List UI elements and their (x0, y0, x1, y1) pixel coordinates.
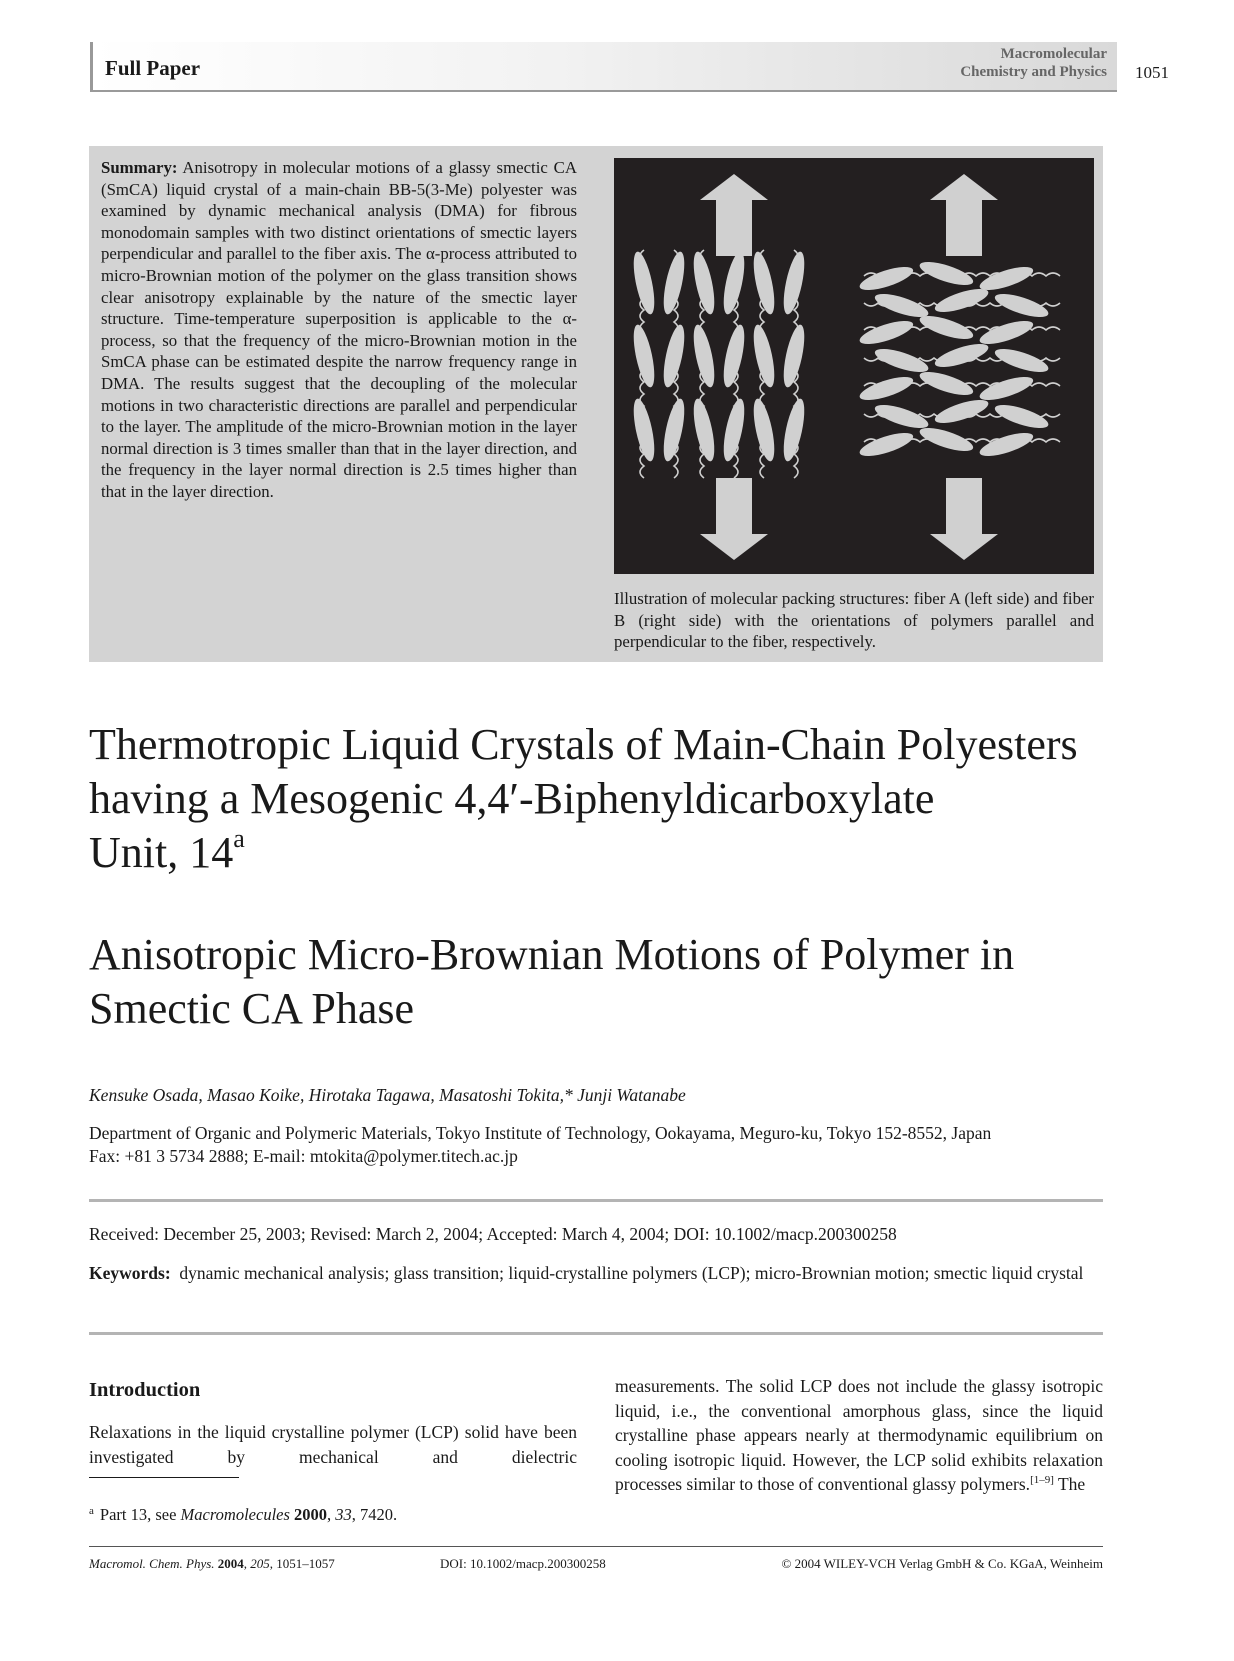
mesogen (977, 262, 1035, 295)
mesogen (857, 262, 915, 295)
mesogen (720, 323, 749, 389)
mesogen (750, 250, 779, 316)
journal-name-line-1: Macromolecular (1000, 46, 1107, 62)
mesogen (720, 397, 749, 463)
mesogen (857, 372, 915, 405)
section-heading-introduction: Introduction (89, 1379, 201, 1401)
keywords (89, 1262, 1105, 1284)
journal-name (960, 45, 1107, 81)
mesogen (690, 397, 719, 463)
footer-doi: DOI: 10.1002/macp.200300258 (440, 1556, 606, 1571)
section-label: Full Paper (105, 56, 201, 80)
affiliation-contact: Fax: +81 3 5734 2888; E-mail: mtokita@polymer.titech.ac.jp (89, 1146, 518, 1166)
introduction-column-2: measurements. The solid LCP does not include the glassy isotropic liquid, i.e., the conventional amorphous glass, since the liquid crystalline phase appears nearly at thermodynamic equilibrium on cooling isotropic liquid. However, the LCP solid exhibits relaxation processes similar to those of conventional glassy polymers.[1–9] The (615, 1376, 1103, 1494)
molecular-packing-figure (614, 158, 1094, 574)
title-line-2: having a Mesogenic 4,4′-Biphenyldicarboxylate (89, 774, 935, 823)
received-dates: Received: December 25, 2003; Revised: March 2, 2004; Accepted: March 4, 2004; DOI: 10.1002/macp.200300258 (89, 1224, 897, 1244)
mesogen (977, 316, 1035, 349)
subtitle-line-1: Anisotropic Micro-Brownian Motions of Polymer in (89, 930, 1015, 979)
graphical-abstract-box (89, 146, 1103, 662)
summary-label: Summary: (101, 158, 178, 177)
mesogen (750, 397, 779, 463)
mesogen (690, 323, 719, 389)
mesogen (933, 284, 991, 317)
affiliation (89, 1122, 1109, 1168)
mesogen (660, 250, 689, 316)
summary-paragraph (101, 157, 577, 503)
mesogen (933, 395, 991, 428)
divider (89, 1199, 1103, 1202)
journal-name-line-2: Chemistry and Physics (960, 64, 1107, 80)
footnote: $^a$ Part 13, see Macromolecules 2000, 33, 7420. (89, 1505, 398, 1524)
footnote-year: 2000 (294, 1505, 328, 1524)
mesogen (857, 316, 915, 349)
mesogen (857, 428, 915, 461)
figure-caption: Illustration of molecular packing structures: fiber A (left side) and fiber B (right side) with the orientations of polymers parallel and perpendicular to the fiber, respectively. (614, 589, 1094, 652)
mesogen (660, 323, 689, 389)
subtitle-line-2: Smectic CA Phase (89, 984, 415, 1033)
mesogen (630, 397, 659, 463)
mesogen (630, 323, 659, 389)
mesogen (630, 250, 659, 316)
citation-ref: [1–9] (1030, 1474, 1054, 1486)
affiliation-address: Department of Organic and Polymeric Materials, Tokyo Institute of Technology, Ookayama, Meguro-ku, Tokyo 152-8552, Japan (89, 1123, 992, 1143)
keywords-text: dynamic mechanical analysis; glass transition; liquid-crystalline polymers (LCP); micro-Brownian motion; smectic liquid crystal (179, 1263, 1084, 1283)
article-subtitle (89, 928, 1119, 1036)
divider (89, 1332, 1103, 1335)
footnote-mark: a (89, 1505, 94, 1517)
mesogen (690, 250, 719, 316)
up-arrow-icon (930, 174, 998, 256)
summary-text: Anisotropy in molecular motions of a glassy smectic CA (SmCA) liquid crystal of a main-chain BB-5(3-Me) polyester was examined by dynamic mechanical analysis (DMA) for fibrous monodomain samples with two distinct orientations of smectic layers perpendicular and parallel to the fiber axis. The α-process attributed to micro-Brownian motion of the polymer on the glass transition shows clear anisotropy explainable by the nature of the smectic layer structure. Time-temperature superposition is applicable to the α-process, so that the frequency of the micro-Brownian motion in the SmCA phase can be estimated despite the narrow frequency range in DMA. The results suggest that the decoupling of the molecular motions in two characteristic directions are parallel and perpendicular to the layer. The amplitude of the micro-Brownian motion in the layer normal direction is 3 times smaller than that in the layer direction, and the frequency in the layer normal direction is 2.5 times higher than that in the layer direction. (101, 158, 577, 501)
mesogen (750, 323, 779, 389)
mesogen (780, 250, 809, 316)
mesogen (780, 323, 809, 389)
introduction-column-1: Relaxations in the liquid crystalline polymer (LCP) solid have been investigated by mechanical and dielectric (89, 1422, 577, 1467)
down-arrow-icon (930, 478, 998, 560)
up-arrow-icon (700, 174, 768, 256)
mesogen (977, 372, 1035, 405)
footer-copyright: © 2004 WILEY-VCH Verlag GmbH & Co. KGaA, Weinheim (781, 1556, 1103, 1571)
figure-illustration (614, 158, 1094, 574)
keywords-label: Keywords: (89, 1263, 171, 1283)
article-title (89, 718, 1119, 880)
footer-divider (89, 1546, 1103, 1547)
mesogen (977, 428, 1035, 461)
title-footnote-mark: a (233, 824, 245, 853)
running-header (90, 42, 1117, 92)
title-line-1: Thermotropic Liquid Crystals of Main-Chain Polyesters (89, 720, 1078, 769)
footer-citation: Macromol. Chem. Phys. 2004, 205, 1051–1057 (89, 1556, 335, 1571)
footnote-divider (89, 1477, 239, 1478)
mesogen (933, 339, 991, 372)
footnote-journal: Macromolecules (180, 1505, 290, 1524)
author-list: Kensuke Osada, Masao Koike, Hirotaka Tagawa, Masatoshi Tokita,* Junji Watanabe (89, 1085, 686, 1105)
mesogen (660, 397, 689, 463)
page-number: 1051 (1135, 63, 1169, 82)
footnote-volume: 33 (335, 1505, 352, 1524)
down-arrow-icon (700, 478, 768, 560)
mesogen (720, 250, 749, 316)
title-line-3: Unit, 14 (89, 828, 234, 877)
mesogen (780, 397, 809, 463)
